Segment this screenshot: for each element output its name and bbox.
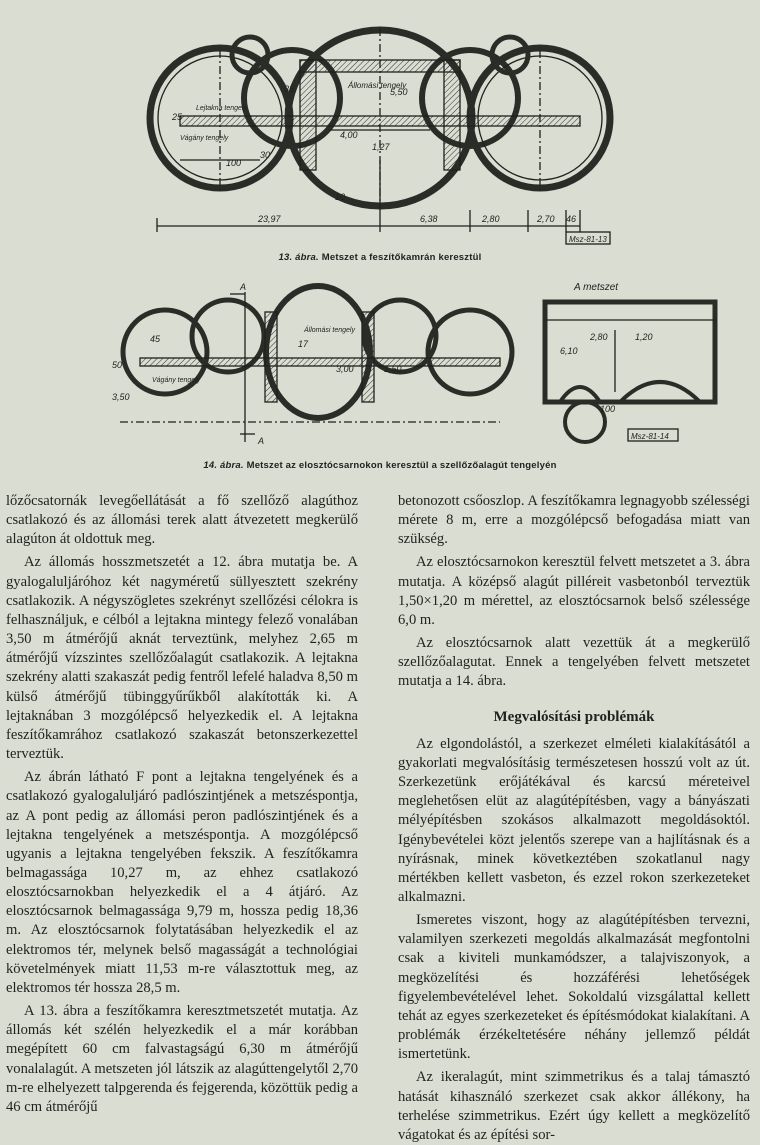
fig14-dim-17: 17 [298,339,309,349]
figure-13-drawing [0,0,760,262]
figure-13-number: 13. ábra. [278,252,319,263]
right-paragraph-2: Az elosztócsarnokon keresztül felvett metszetet a 3. ábra mutatja. A középső alagút pilléreit vasbetonból terveztük 1,50×1,20 m mérettel, az elosztócsarnok belső szélessége 6,0 m. [398,554,750,628]
fig13-dim-100: 100 [226,158,242,168]
figure-13-caption [0,252,760,263]
fig14-dim-50: 50 [112,360,123,370]
left-paragraph-1: lőzőcsatornák levegőellátását a fő szellőző alagúthoz csatlakozó és az állomási terek alatt átvezetett megkerülő alagúton át oldottuk meg. [6,493,358,548]
fig13-dim-127: 1,27 [372,142,390,152]
figure-13-text: Metszet a feszítőkamrán keresztül [321,252,482,263]
fig14-dim-280: 2,80 [590,332,608,342]
figure-14-text: Metszet az elosztócsarnokon keresztül a szellőzőalagút tengelyén [246,460,557,471]
fig14-dim-150: 1,50 [384,364,402,374]
right-paragraph-4: Az elgondolástól, a szerkezet elméleti kialakításától a gyakorlati megvalósításig természetesen hosszú volt az út. Szerkezetünk erőjátékával és karcsú méreteivel meglehetősen elüt az alagútépítésben, vagy a bányászati mélyépítésben szokásos alkalmazott megoldásoktól. Igénybevételei közt jelentős szerepe van a hajlításnak és a nyírásnak, minek következtében szokatlanul nagy mértékben kellett vasbeton, és ezzel rokon szerkezeteket alkalmazni. [398,735,750,905]
fig14-a-metszet: A metszet [574,282,619,293]
fig13-lbl-allomasi: Állomási tengely [348,81,407,90]
fig14-dim-45: 45 [150,334,161,344]
figure-13 [0,0,760,270]
fig14-dim-100: 100 [600,404,616,414]
fig14-code: Msz-81-14 [631,432,669,441]
fig14-dim-350: 3,50 [112,392,130,402]
fig13-dim-d: 46 [566,214,577,224]
figure-14-number: 14. ábra. [203,460,244,471]
fig13-dim-a: 6,38 [420,214,438,224]
fig14-dim-120: 1,20 [635,332,653,342]
figure-14 [0,272,760,472]
fig13-code: Msz-81-13 [569,235,607,244]
fig14-lbl-allomasi: Állomási tengely [304,327,355,334]
fig13-lbl-lejtakna: Lejtakna tengely [196,105,247,112]
right-paragraph-5: Ismeretes viszont, hogy az alagútépítésben tervezni, valamilyen szerkezeti megoldás alkalmazását megfontolni csak a kiviteli munkamódszer, a talajviszonyok, a megközelítési és hozzáférési lehetőségek figyelembevételével lehet. Sokoldalú vizsgálattal kellett tehát az egyes szerkezeteket és építésmódokat kialakítani. A problémák érzékeltetésére néhány jellemző példát ismertetünk. [398,912,750,1063]
fig13-dim-25: 25 [172,112,183,122]
fig13-dim-400: 4,00 [340,130,358,140]
fig13-dim-30: 30 [260,150,271,160]
fig13-dim-550: 5,50 [390,87,408,97]
fig13-dim-b: 2,80 [482,214,500,224]
figure-14-drawing [0,272,760,460]
fig14-section-a: A [240,282,247,292]
figure-14-caption [0,460,760,471]
fig14-dim-300: 3,00 [336,364,354,374]
right-paragraph-1: betonozott csőoszlop. A feszítőkamra legnagyobb szélességi mérete 8 m, erre a mozgólépcső befogadása miatt van szükség. [398,493,750,548]
section-heading: Megvalósítási problémák [493,708,655,725]
fig14-dim-610: 6,10 [560,346,578,356]
left-paragraph-4: A 13. ábra a feszítőkamra keresztmetszetét mutatja. Az állomás két szélén helyezkedik el a már korábban megépített 60 cm falvastagságú 6,30 m átmérőjű vonalalagút. A metszeten jól látszik az alagúttengelytől 2,70 m-re elhelyezett talpgerenda és fejgerenda, közöttük pedig a 46 cm átmérőjű [6,1003,358,1115]
fig13-dim-total: 23,97 [258,214,281,224]
right-column [398,492,750,1145]
right-paragraph-3: Az elosztócsarnok alatt vezettük át a megkerülő szellőzőalagutat. Ennek a tengelyében felvett metszetet mutatja a 14. ábra. [398,635,750,690]
fig13-dim-c: 2,70 [537,214,555,224]
fig13-dim-35: 35 [284,84,295,94]
left-column [6,492,358,1117]
left-paragraph-2: Az állomás hosszmetszetét a 12. ábra mutatja be. A gyalogaluljáróhoz két nagyméretű süllyesztett szekrény csatlakozik. A négyszögletes szekrényt szellőzési célokra is felhasználjuk, e célból a lejtakna mintegy felező vonalában 3,50 m átmérőjű aknát terveztünk, melyhez 2,65 m átmérőjű vízszintes szellőzőalagút csatlakozik. A lejtakna szekrény alatti szakaszát pedig fentről lefelé haladva 8,50 m külső átmérőjű tübinggyűrűkből alakították ki. A lejtaknában 3 mozgólépcső helyezkedik el. A lejtakna feszítőkamrához csatlakozó szakaszát betonszerkezettel terveztük. [6,554,358,763]
fig14-section-a2: A [258,436,265,446]
fig13-lbl-vagany: Vágány tengely [180,135,229,142]
fig14-lbl-vagany: Vágány tengely [152,377,201,384]
left-paragraph-3: Az ábrán látható F pont a lejtakna tengelyének és a csatlakozó gyalogaluljáró padlószintjének a metszéspontja, az A pont pedig az állomási peron padlószintjének és a lejtakna tengelyének a metszéspontja. A mozgólépcső ugyanis a lejtakna tengelyében fekszik. A feszítőkamra belmagassága 10,27 m, az ehhez csatlakozó elosztócsarnokban helyezkedik el a 4 átjáró. Az elosztócsarnok belmagassága 9,79 m, hossza pedig 18,36 m. Az elosztócsarnok folytatásában helyezkedik el az elektromos tér, melynek belső magasságát a technológiai követelmények miatt 11,53 m-re választottuk meg, az elektromos tér hossza 28,5 m. [6,769,358,996]
fig13-dim-10: 10 [335,192,346,202]
right-paragraph-6: Az ikeralagút, mint szimmetrikus és a talaj támasztó hatását kihasználó szerkezet csak akkor állékony, ha terhelése szimmetrikus. Ezért úgy kellett a megközelítő vágatokat és az építési sor- [398,1069,750,1143]
